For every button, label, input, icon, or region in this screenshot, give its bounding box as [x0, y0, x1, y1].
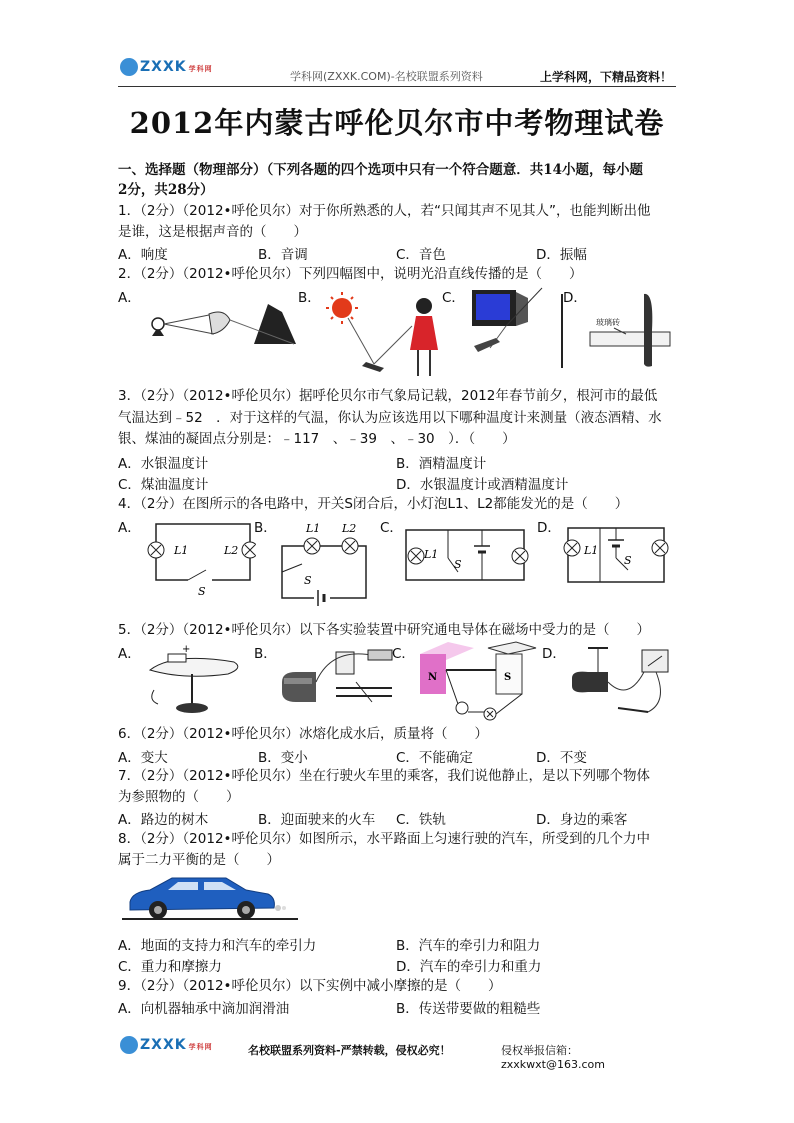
q5-figure-galvanometer	[568, 642, 676, 720]
q4a-l1: L1	[174, 544, 189, 557]
q2-figure-shadow	[144, 296, 304, 348]
q7-stem-line1: 7．（2分）（2012•呼伦贝尔）坐在行驶火车里的乘客，我们说他静止，是以下列哪个物体	[118, 768, 650, 784]
q5-figure-magnet-wire	[416, 640, 538, 726]
q8-stem-line1: 8．（2分）（2012•呼伦贝尔）如图所示，水平路面上匀速行驶的汽车，所受到的几个力中	[118, 831, 650, 847]
q7-option-b[interactable]: B．迎面驶来的火车	[258, 812, 376, 828]
q4d-s: S	[624, 554, 632, 567]
q6-option-a[interactable]: A．变大	[118, 750, 168, 766]
footer-copyright: 名校联盟系列资料-严禁转载，侵权必究！	[248, 1044, 451, 1057]
q9-option-a[interactable]: A．向机器轴承中滴加润滑油	[118, 1001, 290, 1017]
q4-stem: 4．（2分）在图所示的各电路中，开关S闭合后，小灯泡L1、L2都能发光的是（ ）	[118, 496, 629, 512]
q4a-l2: L2	[224, 544, 239, 557]
q7-option-a[interactable]: A．路边的树木	[118, 812, 209, 828]
logo-icon	[120, 58, 138, 76]
q2-option-a[interactable]: A．	[118, 290, 141, 306]
q5-option-a[interactable]: A．	[118, 646, 141, 662]
q8-option-d[interactable]: D．汽车的牵引力和重力	[396, 959, 542, 975]
q5-figure-rail-setup	[276, 642, 400, 718]
q6-stem: 6．（2分）（2012•呼伦贝尔）冰熔化成水后，质量将（ ）	[118, 726, 488, 742]
q1-stem-line1: 1．（2分）（2012•呼伦贝尔）对于你所熟悉的人，若“只闻其声不见其人”，也能判断出他	[118, 203, 651, 219]
footer-report-email: 侵权举报信箱：zxxkwxt@163.com	[501, 1044, 605, 1071]
q5-option-d[interactable]: D．	[542, 646, 566, 662]
q9-stem: 9．（2分）（2012•呼伦贝尔）以下实例中减小摩擦的是（ ）	[118, 978, 502, 994]
q3-option-a[interactable]: A．水银温度计	[118, 456, 209, 472]
q7-stem-line2: 为参照物的（ ）	[118, 789, 240, 805]
q4-option-c[interactable]: C．	[380, 520, 403, 536]
q1-option-b[interactable]: B．音调	[258, 247, 308, 263]
q5-option-b[interactable]: B．	[254, 646, 277, 662]
q2-figure-tv-remote	[466, 284, 546, 360]
q1-option-a[interactable]: A．响度	[118, 247, 168, 263]
q2-figure-glass-brick	[556, 290, 676, 370]
q6-option-c[interactable]: C．不能确定	[396, 750, 473, 766]
q4c-l1: L1	[424, 548, 439, 561]
q3-option-b[interactable]: B．酒精温度计	[396, 456, 487, 472]
q8-stem-line2: 属于二力平衡的是（ ）	[118, 852, 280, 868]
q3-stem-line3: 银、煤油的凝固点分别是：﹣117 、﹣39 、﹣30 ）．（ ）	[118, 431, 516, 447]
q4b-l1: L1	[306, 522, 321, 535]
q4b-l2: L2	[342, 522, 357, 535]
q7-option-d[interactable]: D．身边的乘客	[536, 812, 628, 828]
q7-option-c[interactable]: C．铁轨	[396, 812, 446, 828]
q5-figure-compass	[144, 642, 244, 720]
q8-figure-car	[122, 872, 298, 924]
q3-option-d[interactable]: D．水银温度计或酒精温度计	[396, 477, 569, 493]
q2-option-d[interactable]: D．	[563, 290, 587, 306]
q4-option-b[interactable]: B．	[254, 520, 277, 536]
q2-figure-mirror	[320, 290, 446, 382]
q4c-s: S	[454, 558, 462, 571]
q3-option-c[interactable]: C．煤油温度计	[118, 477, 209, 493]
q4-circuit-c	[402, 522, 538, 586]
footer-logo: ZXXK 学科网	[120, 1036, 213, 1054]
q3-stem-line1: 3．（2分）（2012•呼伦贝尔）据呼伦贝尔市气象局记载，2012年春节前夕，根河市的最低	[118, 388, 658, 404]
q1-stem-line2: 是谁，这是根据声音的（ ）	[118, 224, 307, 240]
q8-option-c[interactable]: C．重力和摩擦力	[118, 959, 222, 975]
q1-option-c[interactable]: C．音色	[396, 247, 446, 263]
q8-option-a[interactable]: A．地面的支持力和汽车的牵引力	[118, 938, 317, 954]
q4a-s: S	[198, 585, 206, 598]
header-source: 学科网(ZXXK.COM)-名校联盟系列资料	[290, 70, 483, 83]
svg-text:+: +	[182, 644, 191, 655]
section-heading-line1: 一、选择题（物理部分）（下列各题的四个选项中只有一个符合题意．共14小题，每小题	[118, 162, 644, 178]
q5-option-c[interactable]: C．	[392, 646, 415, 662]
q1-option-d[interactable]: D．振幅	[536, 247, 587, 263]
page-title: 2012年内蒙古呼伦贝尔市中考物理试卷	[129, 106, 665, 140]
magnet-n-label: N	[428, 672, 438, 683]
q9-option-b[interactable]: B．传送带要做的粗糙些	[396, 1001, 541, 1017]
q6-option-d[interactable]: D．不变	[536, 750, 587, 766]
glass-brick-label: 玻璃砖	[596, 318, 620, 327]
q4-circuit-d	[562, 518, 676, 590]
magnet-s-label: S	[504, 672, 512, 683]
zxxk-logo: ZXXK 学科网	[120, 58, 213, 76]
q4d-l1: L1	[584, 544, 599, 557]
q4-circuit-a	[144, 520, 256, 600]
q8-option-b[interactable]: B．汽车的牵引力和阻力	[396, 938, 541, 954]
footer-logo-icon	[120, 1036, 138, 1054]
header-slogan: 上学科网，下精品资料！	[539, 70, 672, 84]
q3-stem-line2: 气温达到﹣52 ．对于这样的气温，你认为应该选用以下哪种温度计来测量（液态酒精、水	[118, 410, 662, 426]
q4-option-a[interactable]: A．	[118, 520, 141, 536]
page-header	[118, 59, 676, 87]
q4-option-d[interactable]: D．	[537, 520, 561, 536]
q4b-s: S	[304, 574, 312, 587]
q2-option-c[interactable]: C．	[442, 290, 465, 306]
q2-stem: 2．（2分）（2012•呼伦贝尔）下列四幅图中，说明光沿直线传播的是（ ）	[118, 266, 583, 282]
q6-option-b[interactable]: B．变小	[258, 750, 308, 766]
q5-stem: 5．（2分）（2012•呼伦贝尔）以下各实验装置中研究通电导体在磁场中受力的是（ ）	[118, 622, 650, 638]
page-footer	[118, 1034, 678, 1071]
section-heading-line2: 2分，共28分）	[118, 182, 214, 198]
q2-option-b[interactable]: B．	[298, 290, 321, 306]
q4-circuit-b	[278, 518, 378, 610]
